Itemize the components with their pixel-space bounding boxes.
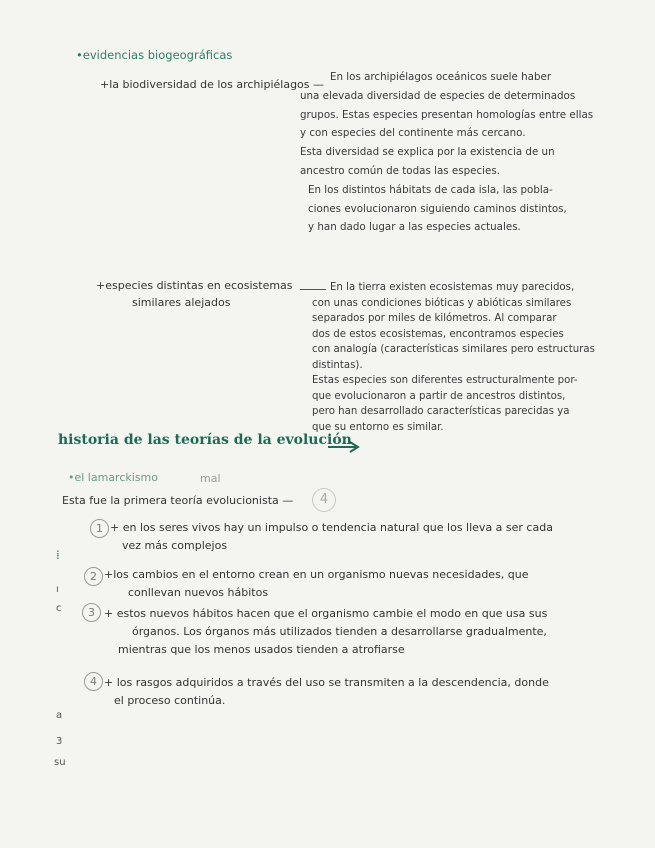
text-line: ancestro común de todas las especies. xyxy=(300,164,500,177)
subheading-archipelago-biodiversity: +la biodiversidad de los archipiélagos — xyxy=(100,78,325,91)
text-line: una elevada diversidad de especies de determinados xyxy=(300,89,576,102)
subheading-lamarckism: •el lamarckismo xyxy=(68,471,158,484)
section-heading-biogeographic: •evidencias biogeográficas xyxy=(76,48,233,62)
section-title-evolution-theories: historia de las teorías de la evolución xyxy=(58,432,352,448)
margin-mark: ı xyxy=(56,584,59,595)
intro-text: Esta fue la primera teoría evolucionista — xyxy=(62,494,294,507)
text-line: Estas especies son diferentes estructuralmente por- xyxy=(312,375,578,386)
item-number-circle: 3 xyxy=(82,603,101,622)
text-line: grupos. Estas especies presentan homologías entre ellas xyxy=(300,108,594,121)
text-line: dos de estos ecosistemas, encontramos especies xyxy=(312,328,564,340)
margin-mark: su xyxy=(54,757,66,768)
text-line: con unas condiciones bióticas y abióticas similares xyxy=(312,297,572,309)
paragraph-archipelago xyxy=(300,68,594,237)
item-line: +los cambios en el entorno crean en un organismo nuevas necesidades, que xyxy=(104,568,529,581)
text-line: pero han desarrollado características parecidas ya xyxy=(312,406,570,417)
text-line: En los archipiélagos oceánicos suele haber xyxy=(330,71,552,83)
item-line: + en los seres vivos hay un impulso o tendencia natural que los lleva a ser cada xyxy=(110,521,553,534)
text-line: con analogía (características similares pero estructuras xyxy=(312,344,595,355)
text-line: distintas). xyxy=(312,359,363,371)
text-line: separados por miles de kilómetros. Al comparar xyxy=(312,313,557,324)
list-item xyxy=(104,566,529,602)
item-line: vez más complejos xyxy=(122,539,228,552)
subheading-distinct-species-line1: +especies distintas en ecosistemas xyxy=(96,279,293,292)
list-item xyxy=(104,605,547,659)
text-line: y con especies del continente más cercano. xyxy=(300,127,526,140)
margin-note: mal xyxy=(200,472,221,485)
item-line: + estos nuevos hábitos hacen que el organismo cambie el modo en que usa sus xyxy=(104,607,548,620)
margin-mark: 3 xyxy=(56,736,63,747)
margin-mark: ⁞ xyxy=(56,548,60,562)
margin-mark: a xyxy=(56,710,63,721)
margin-mark: c xyxy=(56,603,62,614)
item-number-circle: 2 xyxy=(84,567,103,586)
item-line: mientras que los menos usados tienden a atrofiarse xyxy=(118,643,405,656)
text-line: y han dado lugar a las especies actuales. xyxy=(308,221,521,234)
arrow-right-icon xyxy=(328,440,362,454)
list-item xyxy=(110,519,553,555)
item-number-circle: 1 xyxy=(90,519,109,538)
item-line: conllevan nuevos hábitos xyxy=(128,586,269,599)
subheading-distinct-species-line2: similares alejados xyxy=(132,296,231,309)
text-line: En la tierra existen ecosistemas muy parecidos, xyxy=(330,282,575,293)
list-item xyxy=(104,674,549,710)
paragraph-distinct-ecosystems xyxy=(312,280,595,435)
text-line: ciones evolucionaron siguiendo caminos distintos, xyxy=(308,202,567,215)
item-line: + los rasgos adquiridos a través del uso se transmiten a la descendencia, donde xyxy=(104,676,549,689)
number-badge: 4 xyxy=(312,488,336,512)
text-line: En los distintos hábitats de cada isla, las pobla- xyxy=(308,183,553,196)
text-line: que evolucionaron a partir de ancestros distintos, xyxy=(312,390,566,402)
text-line: que su entorno es similar. xyxy=(312,421,444,433)
item-line: órganos. Los órganos más utilizados tienden a desarrollarse gradualmente, xyxy=(132,625,547,638)
text-line: Esta diversidad se explica por la existencia de un xyxy=(300,146,555,159)
item-number-circle: 4 xyxy=(84,672,103,691)
item-line: el proceso continúa. xyxy=(114,694,226,707)
